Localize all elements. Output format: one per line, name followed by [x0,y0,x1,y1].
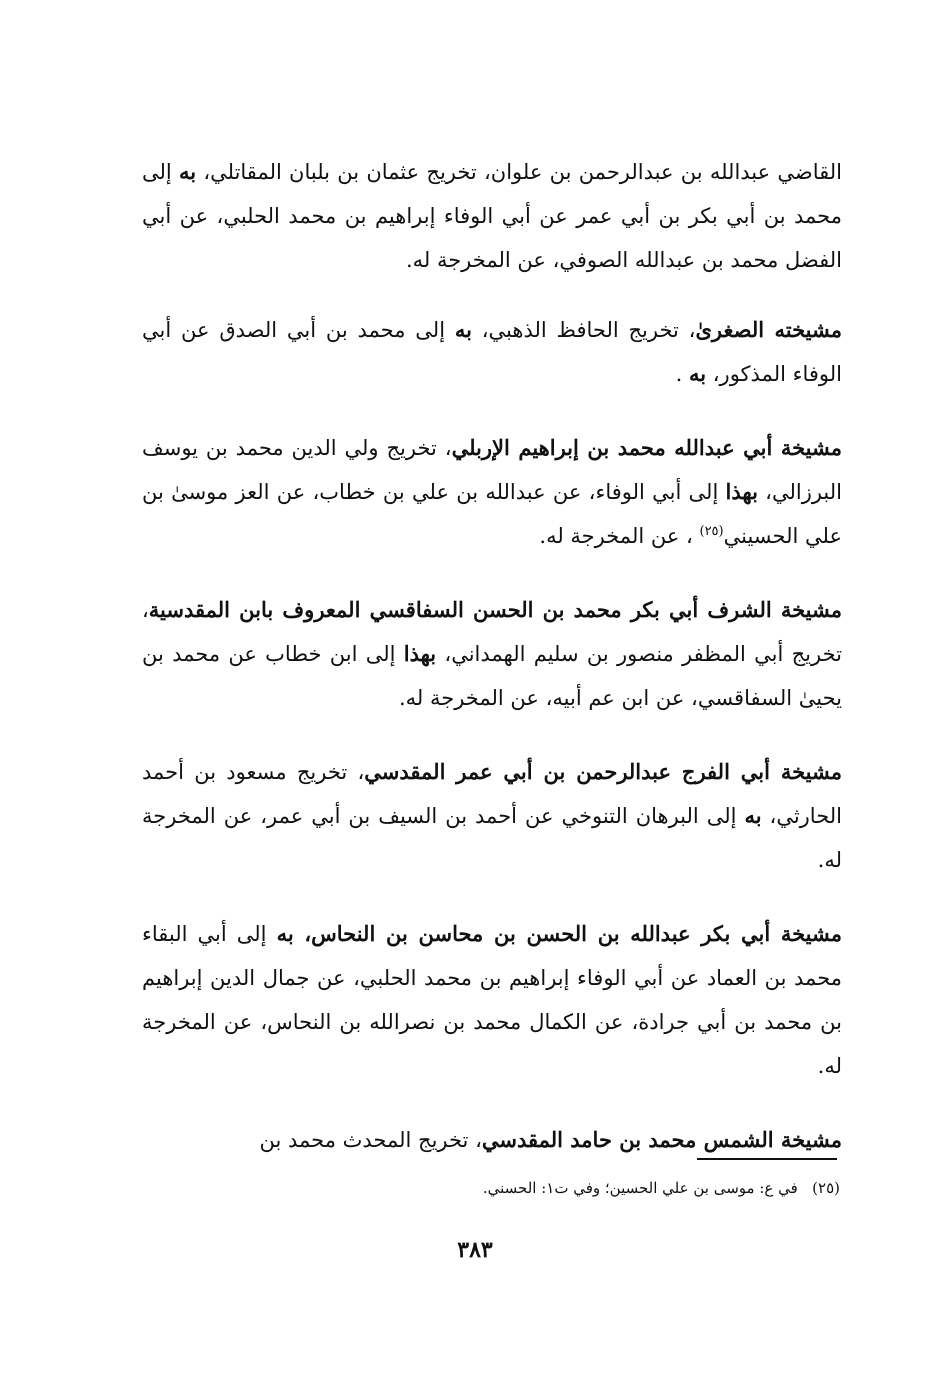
text-run: ، عن المخرجة له. [539,524,700,548]
bold-text: مشيخة أبي الفرج عبدالرحمن بن أبي عمر المقدسي [364,759,842,784]
footnote [300,1174,840,1202]
paragraph [142,912,842,1088]
paragraph [142,426,842,558]
footnote-text: في ع: موسى بن علي الحسين؛ وفي ت١: الحسني. [482,1179,798,1197]
bold-text: به [454,317,472,342]
page-number: ٣٨٣ [457,1237,493,1263]
text-run: إلى أبي البقاء محمد بن العماد عن أبي الوفاء إبراهيم بن محمد الحلبي، عن جمال الدين إبراهيم بن محمد بن أبي جرادة، عن الكمال محمد بن نصرالله بن النحاس، عن المخرجة له. [142,922,842,1078]
text-run: ، تخريج ولي الدين محمد بن يوسف البرزالي، [142,436,842,504]
bold-text: به [744,803,762,828]
bold-text: مشيخة الشرف أبي بكر محمد بن الحسن السفاقسي المعروف بابن المقدسية [148,597,842,622]
footnote-reference: (٢٥) [699,524,724,539]
paragraph [142,1118,842,1162]
bold-text: بهذا [403,641,437,666]
bold-text: به [688,361,707,386]
paragraph [142,308,842,396]
bold-text: مشيخة أبي عبدالله محمد بن إبراهيم الإربلي [451,435,842,460]
paragraph [142,750,842,882]
paragraph [142,150,842,282]
bold-text: مشيخته الصغرىٰ [695,317,842,342]
text-run: . [675,362,689,386]
bold-text: مشيخة الشمس محمد بن حامد المقدسي [481,1127,842,1152]
text-run: القاضي عبدالله بن عبدالرحمن بن علوان، تخريج عثمان بن بلبان المقاتلي، [196,160,842,184]
text-run: إلى ابن خطاب عن محمد بن يحيىٰ السفاقسي، عن ابن عم أبيه، عن المخرجة له. [142,642,842,710]
bold-text: مشيخة أبي بكر عبدالله بن الحسن بن محاسن بن النحاس، به [276,921,842,946]
text-run: إلى أبي الوفاء، عن عبدالله بن علي بن خطاب، عن العز موسىٰ بن علي الحسيني [142,480,842,548]
footnote-divider [697,1158,837,1160]
bold-text: به [178,159,197,184]
text-run: ، تخريج أبي المظفر منصور بن سليم الهمداني، [142,598,842,666]
bold-text: بهذا [725,479,758,504]
text-run: إلى محمد بن أبي بكر بن أبي عمر عن أبي الوفاء إبراهيم بن محمد الحلبي، عن أبي الفضل محمد بن عبدالله الصوفي، عن المخرجة له. [142,160,842,272]
paragraph [142,588,842,720]
text-run: ، تخريج الحافظ الذهبي، [471,318,696,342]
body-text [142,150,842,1192]
footnote-number: (٢٥) [812,1179,840,1197]
text-run: ، تخريج المحدث محمد بن [259,1128,482,1152]
text-run: إلى البرهان التنوخي عن أحمد بن السيف بن أبي عمر، عن المخرجة له. [142,804,842,872]
text-run: إلى محمد بن أبي الصدق عن أبي الوفاء المذكور، [142,318,842,386]
text-run: ، تخريج مسعود بن أحمد الحارثي، [142,760,842,828]
